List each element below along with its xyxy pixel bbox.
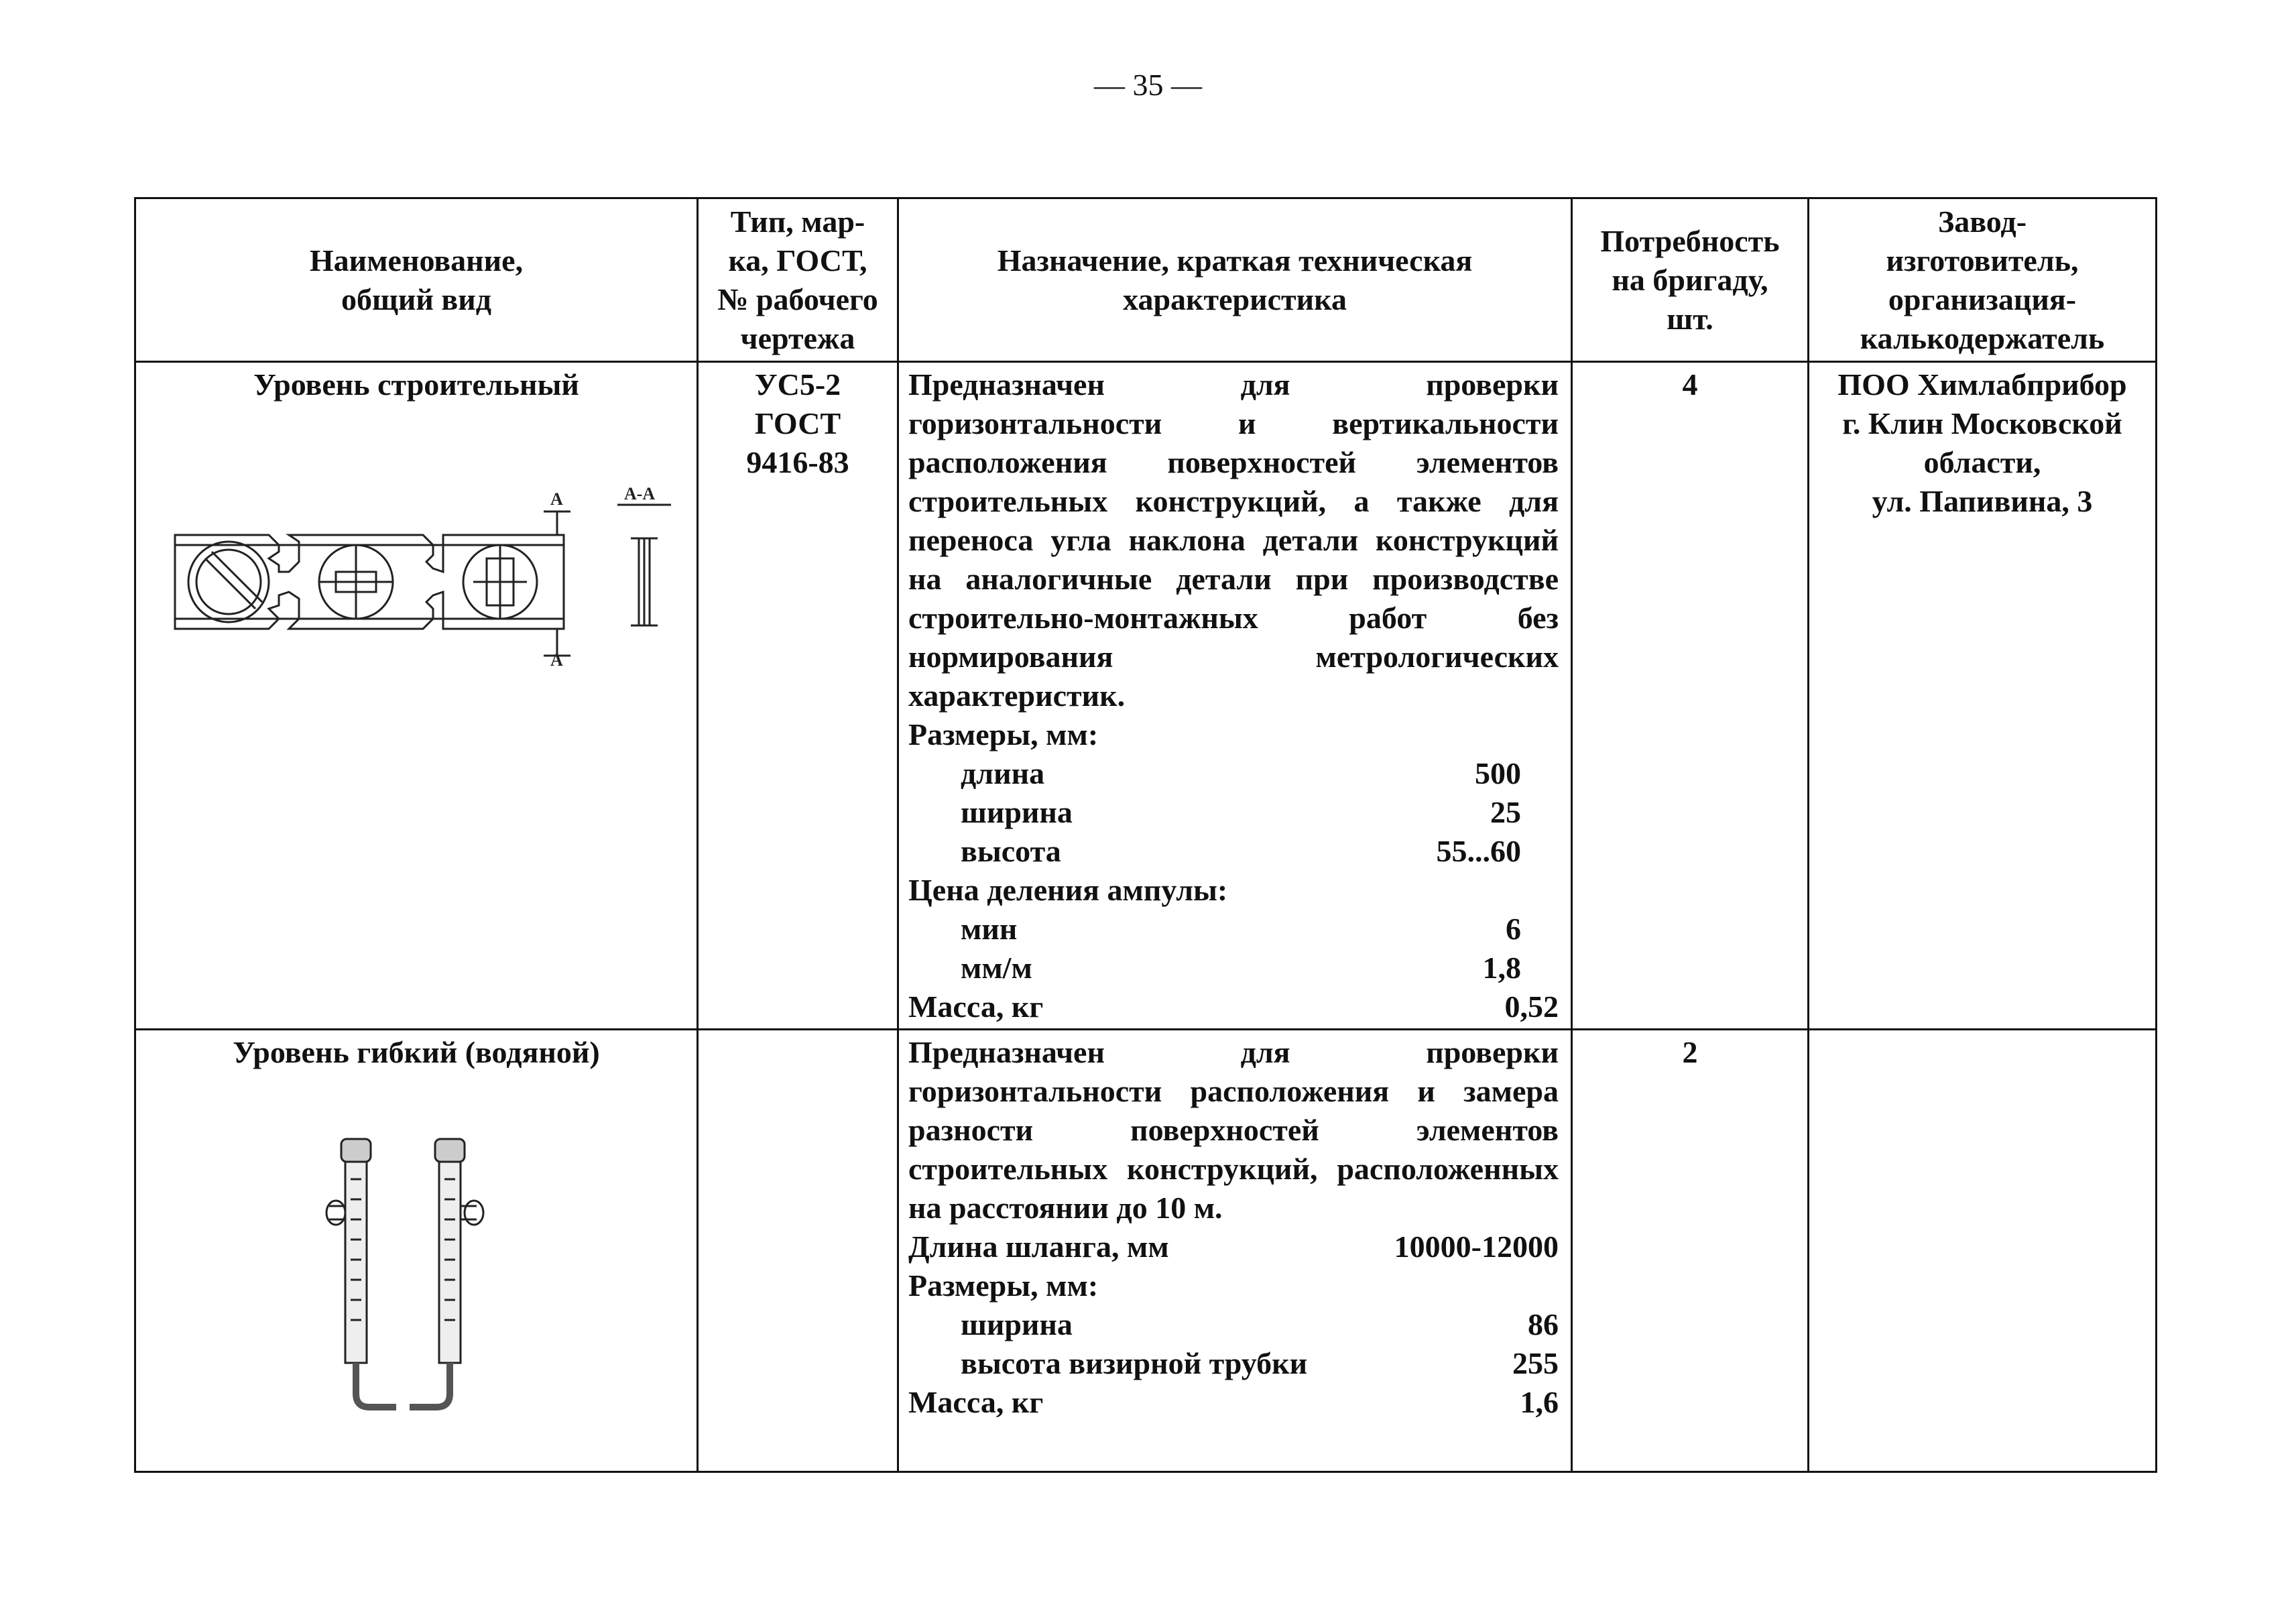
param-value (1521, 871, 1559, 910)
param-label: Цена деления ампулы: (908, 873, 1228, 907)
param-label: высота визирной трубки (961, 1346, 1308, 1380)
row1-type-text: УС5-2 ГОСТ 9416-83 (746, 367, 849, 479)
param-row (908, 871, 1559, 910)
row2-need-cell (1572, 1030, 1809, 1472)
table-row (135, 362, 2157, 1030)
header-type (698, 198, 898, 362)
header-name (135, 198, 698, 362)
row1-maker-cell (1809, 362, 2157, 1030)
header-maker-text: Завод- изготовитель, организация- калькодержатель (1860, 204, 2105, 355)
param-value: 55...60 (1436, 834, 1521, 868)
page-number: — 35 — (1094, 68, 1202, 102)
param-row (908, 1266, 1559, 1305)
row1-name-cell (135, 362, 698, 1030)
param-label: ширина (961, 1307, 1073, 1341)
row1-params (908, 715, 1559, 1026)
table-row (135, 1030, 2157, 1472)
param-label: высота (961, 834, 1061, 868)
param-row (908, 832, 1559, 871)
header-name-text: Наименование, общий вид (309, 243, 524, 316)
row1-purpose-cell (898, 362, 1572, 1030)
param-row (908, 1305, 1559, 1344)
row1-need-text: 4 (1682, 367, 1698, 402)
row2-maker-cell (1809, 1030, 2157, 1472)
param-row (908, 1344, 1559, 1383)
param-row (908, 1227, 1559, 1266)
row1-type-cell (698, 362, 898, 1030)
header-need (1572, 198, 1809, 362)
row2-purpose-text: Предназначен для проверки горизонтальности расположения и замера разности поверхностей элементов строительных конструкций, расположенных на расстоянии до 10 м. (908, 1035, 1559, 1225)
param-label: Масса, кг (908, 1385, 1044, 1419)
param-label: мм/м (961, 951, 1032, 985)
param-label: Размеры, мм: (908, 1268, 1099, 1303)
cut-label-top: А (550, 489, 563, 509)
header-maker (1809, 198, 2157, 362)
param-label: мин (961, 912, 1018, 946)
param-row (908, 715, 1559, 754)
row1-purpose-text: Предназначен для проверки горизонтальности и вертикальности расположения поверхностей элементов строительных конструкций, а также для переноса угла наклона детали конструкций на аналогичные детали при производстве строительно-монтажных работ без нормирования метрологических характеристик. (908, 367, 1559, 713)
param-label: Длина шланга, мм (908, 1229, 1169, 1264)
table-header-row (135, 198, 2157, 362)
header-purpose (898, 198, 1572, 362)
row2-type-cell (698, 1030, 898, 1472)
param-value: 86 (1528, 1307, 1559, 1341)
row2-name-cell (135, 1030, 698, 1472)
row2-params (908, 1227, 1559, 1422)
param-value: 25 (1490, 795, 1521, 829)
param-label: длина (961, 756, 1045, 790)
header-type-text: Тип, мар- ка, ГОСТ, № рабочего чертежа (717, 204, 878, 355)
param-value: 10000-12000 (1394, 1229, 1559, 1264)
param-value: 1,6 (1520, 1385, 1559, 1419)
param-label: ширина (961, 795, 1073, 829)
cut-label-bottom: А (550, 650, 563, 666)
param-value: 0,52 (1504, 989, 1559, 1024)
param-row (908, 754, 1559, 793)
param-value: 500 (1475, 756, 1521, 790)
param-label: Размеры, мм: (908, 717, 1099, 752)
param-row (908, 1383, 1559, 1422)
spirit-level-drawing-icon (162, 465, 671, 666)
param-row (908, 793, 1559, 832)
row1-need-cell (1572, 362, 1809, 1030)
equipment-table (134, 197, 2157, 1473)
param-value: 1,8 (1482, 951, 1521, 985)
param-value (1521, 715, 1559, 754)
header-need-text: Потребность на бригаду, шт. (1600, 223, 1780, 336)
section-label: А-А (624, 484, 656, 503)
water-level-drawing-icon (316, 1126, 517, 1421)
param-label: Масса, кг (908, 989, 1044, 1024)
param-value: 255 (1512, 1346, 1559, 1380)
row1-item-name: Уровень строительный (253, 367, 579, 402)
row2-purpose-cell (898, 1030, 1572, 1472)
param-row (908, 987, 1559, 1026)
param-row (908, 910, 1559, 949)
param-value: 6 (1506, 912, 1521, 946)
row2-need-text: 2 (1682, 1035, 1698, 1069)
row2-item-name: Уровень гибкий (водяной) (233, 1035, 600, 1069)
header-purpose-text: Назначение, краткая техническая характеристика (997, 243, 1473, 316)
row1-maker-text: ПОО Химлабприбор г. Клин Московской области, ул. Папивина, 3 (1837, 367, 2127, 518)
param-row (908, 949, 1559, 987)
